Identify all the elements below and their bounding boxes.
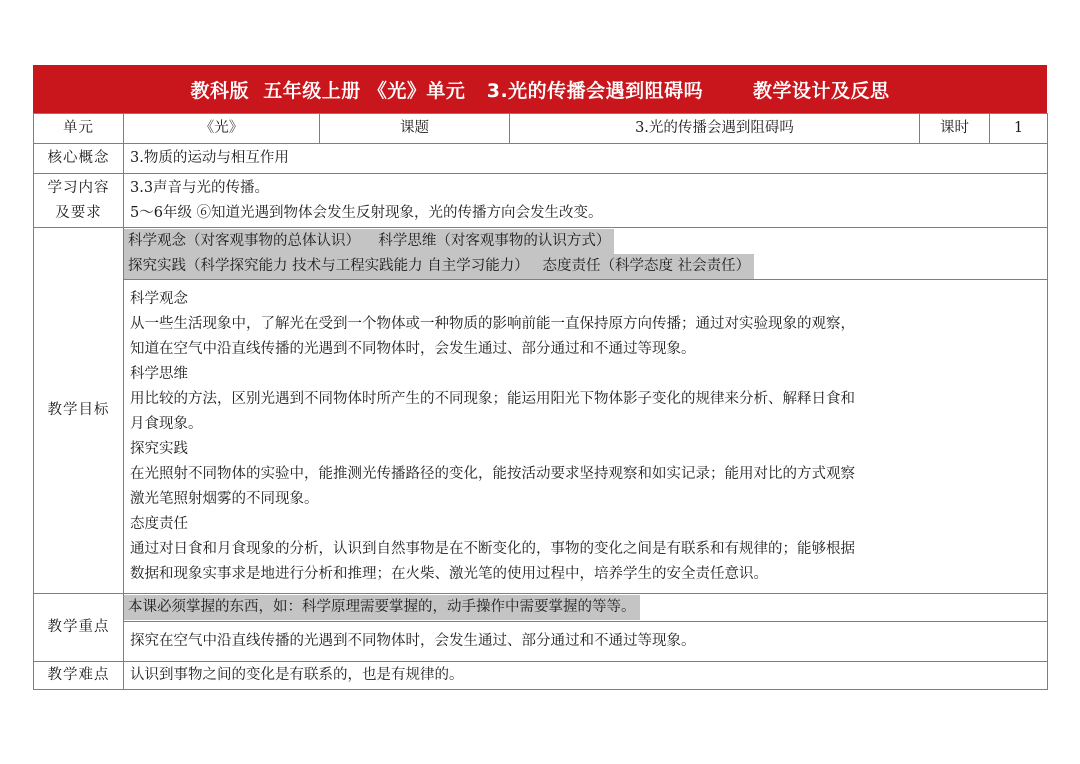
meta-row: [34, 114, 1048, 144]
objectives-summary-row: [34, 228, 1048, 280]
topic-value: 3.光的传播会遇到阻碍吗: [510, 114, 920, 144]
lesson-plan-table: [33, 113, 1048, 690]
document-title-banner: 教科版 五年级上册 《光》单元 3.光的传播会遇到阻碍吗 教学设计及反思: [33, 65, 1047, 113]
objective-line: 从一些生活现象中，了解光在受到一个物体或一种物质的影响前能一直保持原方向传播；通过对实验现象的观察，: [130, 315, 855, 332]
learning-line-2: 5～6年级 ⑥知道光遇到物体会发生反射现象，光的传播方向会发生改变。: [130, 204, 603, 221]
learning-content-value: [124, 174, 1048, 228]
objective-line: 知道在空气中沿直线传播的光遇到不同物体时，会发生通过、部分通过和不通过等现象。: [130, 340, 696, 357]
objectives-label: 教学目标: [34, 228, 124, 594]
key-points-row: [34, 622, 1048, 662]
objectives-summary: [124, 228, 1048, 280]
objectives-detail: [124, 280, 1048, 594]
objective-heading: 科学思维: [130, 365, 188, 382]
unit-value: 《光》: [124, 114, 320, 144]
objectives-detail-row: [34, 280, 1048, 594]
key-points-label: 教学重点: [34, 594, 124, 662]
objectives-summary-line-2: 探究实践（科学探究能力 技术与工程实践能力 自主学习能力） 态度责任（科学态度 社会责任）: [124, 254, 754, 279]
key-points-hint-row: [34, 594, 1048, 622]
lesson-plan-document: [33, 65, 1047, 690]
key-points-hint-text: 本课必须掌握的东西，如：科学原理需要掌握的，动手操作中需要掌握的等等。: [124, 595, 640, 620]
learning-label-line-1: 学习内容: [47, 179, 110, 196]
key-points-value: 探究在空气中沿直线传播的光遇到不同物体时，会发生通过、部分通过和不通过等现象。: [124, 622, 1048, 662]
objectives-summary-line-1: 科学观念（对客观事物的总体认识） 科学思维（对客观事物的认识方式）: [124, 229, 614, 254]
difficulty-row: [34, 662, 1048, 690]
learning-content-label: [34, 174, 124, 228]
difficulty-value: 认识到事物之间的变化是有联系的，也是有规律的。: [124, 662, 1048, 690]
core-concept-row: [34, 144, 1048, 174]
objective-line: 在光照射不同物体的实验中，能推测光传播路径的变化，能按活动要求坚持观察和如实记录；能用对比的方式观察: [130, 465, 855, 482]
key-points-hint: [124, 594, 1048, 622]
learning-content-row: [34, 174, 1048, 228]
core-concept-label: 核心概念: [34, 144, 124, 174]
objective-line: 月食现象。: [130, 415, 203, 432]
objective-line: 用比较的方法，区别光遇到不同物体时所产生的不同现象；能运用阳光下物体影子变化的规律来分析、解释日食和: [130, 390, 855, 407]
unit-label: 单元: [34, 114, 124, 144]
objective-line: 数据和现象实事求是地进行分析和推理；在火柴、激光笔的使用过程中，培养学生的安全责任意识。: [130, 565, 768, 582]
topic-label: 课题: [320, 114, 510, 144]
period-label: 课时: [920, 114, 990, 144]
objective-heading: 科学观念: [130, 290, 188, 307]
objective-heading: 探究实践: [130, 440, 188, 457]
core-concept-value: 3.物质的运动与相互作用: [124, 144, 1048, 174]
learning-label-line-2: 及要求: [55, 204, 102, 221]
objective-line: 激光笔照射烟雾的不同现象。: [130, 490, 319, 507]
objective-heading: 态度责任: [130, 515, 188, 532]
learning-line-1: 3.3声音与光的传播。: [130, 179, 270, 196]
difficulty-label: 教学难点: [34, 662, 124, 690]
objective-line: 通过对日食和月食现象的分析，认识到自然事物是在不断变化的，事物的变化之间是有联系和有规律的；能够根据: [130, 540, 855, 557]
period-value: 1: [990, 114, 1048, 144]
